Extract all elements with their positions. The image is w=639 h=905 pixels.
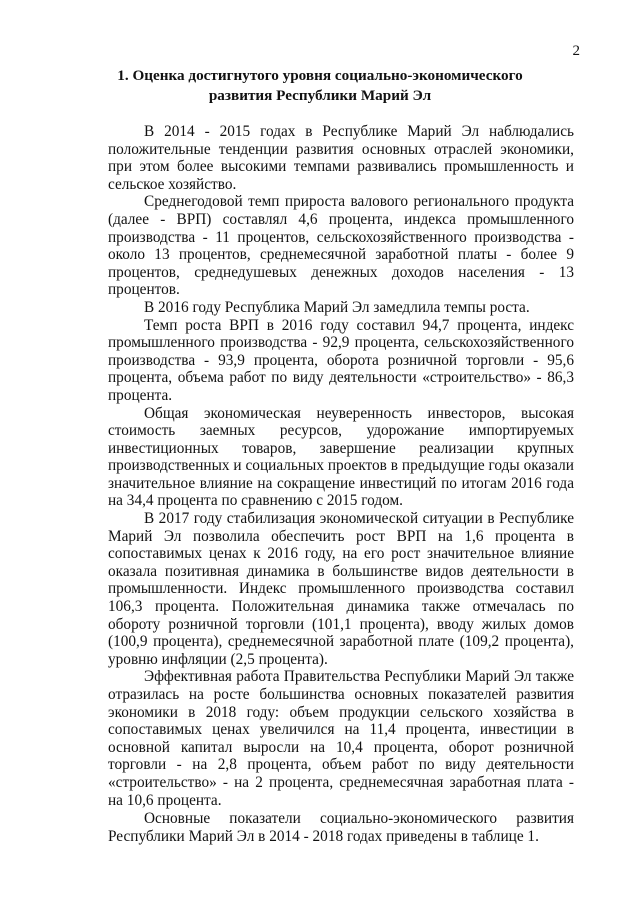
section-title [100, 66, 540, 106]
paragraph-2: Среднегодовой темп прироста валового регионального продукта (далее - ВРП) составлял 4,6 процента, индекса промышленного производства - 11 процентов, сельскохозяйственного производства - около 13 процентов, среднемесячной заработной платы - более 9 процентов, среднедушевых денежных доходов населения - 13 процентов. [108, 193, 574, 299]
paragraph-4: Темп роста ВРП в 2016 году составил 94,7 процента, индекс промышленного производства - 92,9 процента, сельскохозяйственного производства - 93,9 процента, оборота розничной торговли - 95,6 процента, объема работ по виду деятельности «строительство» - 86,3 процента. [108, 316, 574, 404]
paragraph-5: Общая экономическая неуверенность инвесторов, высокая стоимость заемных ресурсов, удорожание импортируемых инвестиционных товаров, завершение реализации крупных производственных и социальных проектов в предыдущие годы оказали значительное влияние на сокращение инвестиций по итогам 2016 года на 34,4 процента по сравнению с 2015 годом. [108, 404, 574, 510]
paragraph-1: В 2014 - 2015 годах в Республике Марий Эл наблюдались положительные тенденции развития основных отраслей экономики, при этом более высокими темпами развивались промышленность и сельское хозяйство. [108, 123, 574, 193]
body-text [108, 123, 574, 845]
paragraph-3: В 2016 году Республика Марий Эл замедлила темпы роста. [144, 298, 530, 316]
paragraph-6: В 2017 году стабилизация экономической ситуации в Республике Марий Эл позволила обеспечить рост ВРП на 1,6 процента в сопоставимых ценах к 2016 году, на его рост значительное влияние оказала позитивная динамика в большинстве видов деятельности в промышленности. Индекс промышленного производства составил 106,3 процента. Положительная динамика также отмечалась по обороту розничной торговли (101,1 процента), вводу жилых домов (100,9 процента), среднемесячной заработной плате (109,2 процента), уровню инфляции (2,5 процента). [108, 510, 574, 668]
page-number: 2 [572, 43, 580, 59]
paragraph-8: Основные показатели социально-экономического развития Республики Марий Эл в 2014 - 2018 годах приведены в таблице 1. [108, 810, 574, 845]
paragraph-7: Эффективная работа Правительства Республики Марий Эл также отразилась на росте большинства основных показателей развития экономики в 2018 году: объем продукции сельского хозяйства в сопоставимых ценах увеличился на 11,4 процента, инвестиции в основной капитал выросли на 10,4 процента, оборот розничной торговли - на 2,8 процента, объем работ по виду деятельности «строительство» - на 2 процента, среднемесячная заработная плата - на 10,6 процента. [108, 668, 574, 809]
section-title-line-1: 1. Оценка достигнутого уровня социально-экономического [117, 67, 523, 84]
section-title-line-2: развития Республики Марий Эл [208, 87, 432, 104]
